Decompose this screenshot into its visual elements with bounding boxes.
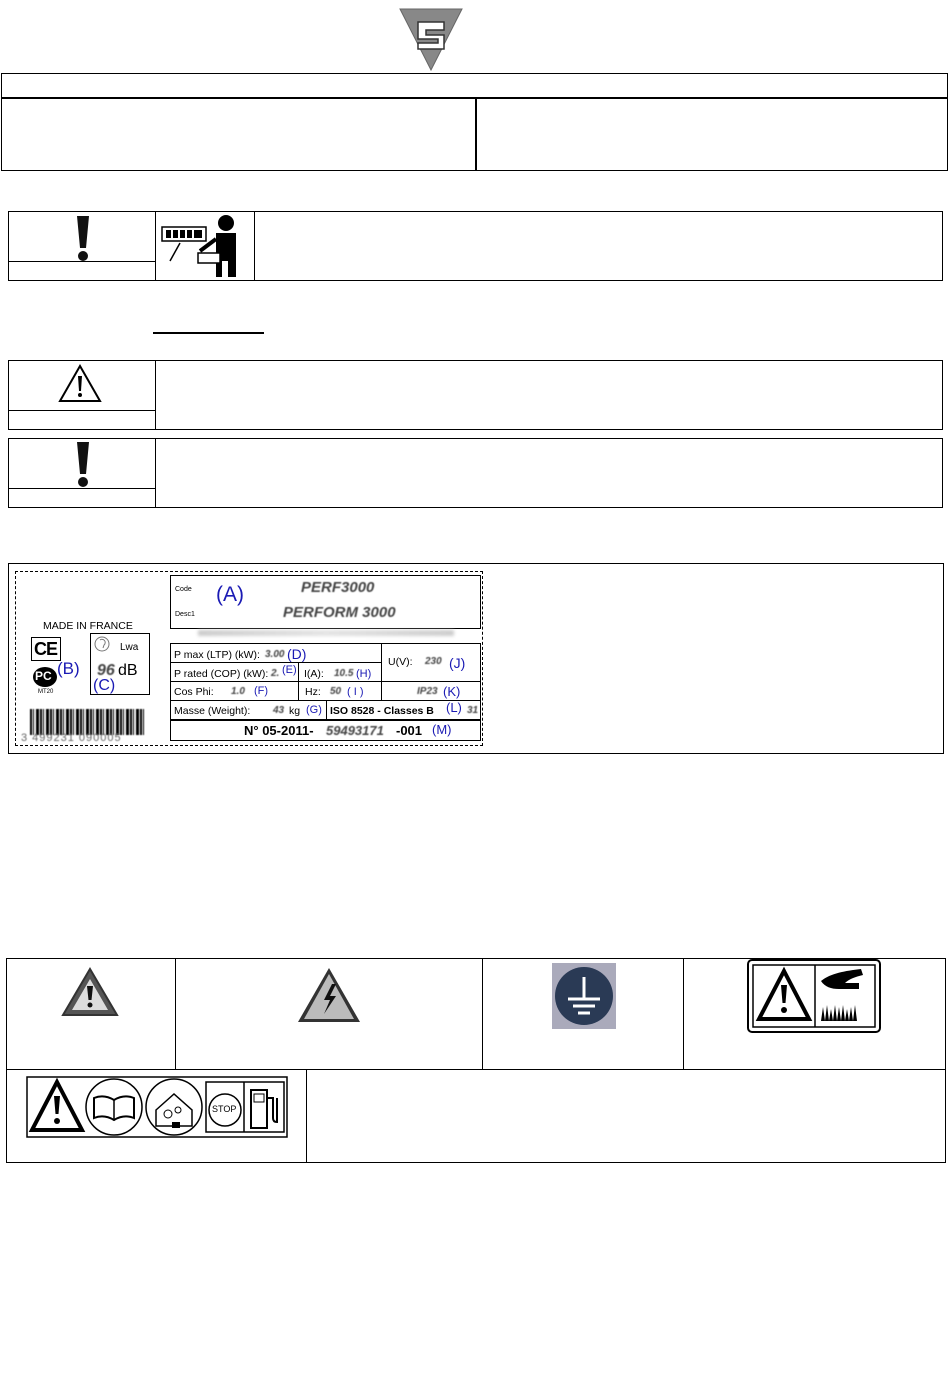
plate-marker-k: (K) (443, 684, 461, 699)
plate-col-line-3 (326, 700, 327, 720)
voltage-label: U(V): (388, 656, 413, 668)
ip-value: IP23 (417, 686, 438, 697)
hz-value: 50 (330, 686, 342, 697)
ce-mark-icon (31, 637, 61, 661)
cosphi-label: Cos Phi: (174, 686, 214, 698)
mass-label: Masse (Weight): (174, 705, 251, 717)
plate-row-line-2 (170, 681, 481, 682)
serial-mid: 59493171 (326, 723, 384, 738)
stop-icon-text: STOP (212, 1104, 237, 1114)
lwa-label: Lwa (120, 642, 139, 653)
symbols-divider-2 (482, 958, 483, 1070)
plate-marker-i: ( I ) (347, 686, 364, 698)
exclamation-icon (73, 440, 93, 488)
pmax-value: 3.00 (265, 649, 285, 660)
warning-triangle-icon (58, 364, 102, 404)
plate-marker-h: (H) (356, 668, 372, 680)
cosphi-value: 1.0 (231, 686, 245, 697)
header-column-divider (475, 97, 477, 171)
earth-ground-icon (552, 963, 616, 1029)
plate-marker-m: (M) (432, 722, 452, 737)
plate-code-value: PERF3000 (301, 579, 375, 596)
mass-value: 43 (273, 705, 285, 716)
iso-suffix: 31 (467, 705, 479, 716)
symbols-divider-4 (306, 1069, 307, 1163)
plate-marker-l: (L) (446, 700, 462, 715)
plate-col-line-2 (381, 643, 382, 700)
section-underline (153, 332, 264, 334)
plate-row-line-1 (170, 662, 381, 663)
hz-label: Hz: (305, 686, 321, 698)
current-value: 10.5 (334, 668, 354, 679)
general-warning-icon (60, 966, 120, 1018)
current-label: I(A): (304, 668, 324, 680)
plate-marker-b: (B) (57, 659, 80, 678)
voltage-value: 230 (425, 656, 442, 667)
operator-at-panel-icon (160, 213, 250, 279)
plate-marker-a: (A) (216, 583, 244, 606)
prated-label: P rated (COP) (kW): (174, 668, 269, 680)
barcode-digits: 3 499231 090005 (21, 732, 122, 744)
pmax-label: P max (LTP) (kW): (174, 649, 260, 661)
iso-label: ISO 8528 - Classes B (330, 705, 434, 717)
gost-sub-label: MT20 (38, 689, 54, 695)
lwa-value: 96 (97, 662, 115, 679)
symbols-divider-3 (683, 958, 684, 1070)
plate-blurred-address (198, 630, 454, 636)
symbols-divider-1 (175, 958, 176, 1070)
plate-desc-label: Desc1 (175, 611, 195, 618)
plate-marker-e: (E) (282, 664, 297, 676)
exclamation-icon (73, 214, 93, 262)
plate-col-line-1 (298, 662, 299, 700)
gost-mark-icon (32, 666, 58, 688)
company-logo (398, 6, 464, 72)
serial-suffix: -001 (396, 723, 423, 738)
plate-code-label: Code (175, 586, 192, 593)
warning-icon-cell-underline (8, 410, 156, 411)
plate-marker-j: (J) (449, 655, 466, 671)
plate-marker-f: (F) (254, 685, 269, 697)
mass-unit: kg (289, 705, 301, 717)
notice-icon-cell-2-underline (8, 488, 156, 489)
plate-made-in: MADE IN FRANCE (43, 620, 133, 632)
plate-desc-value: PERFORM 3000 (283, 604, 396, 621)
gost-mark-text: PC (35, 669, 52, 683)
plate-marker-d: (D) (287, 646, 307, 662)
ear-icon (94, 636, 110, 652)
safety-pictogram-strip (26, 1076, 288, 1138)
ce-mark-text: CE (34, 639, 58, 659)
lwa-unit: dB (118, 662, 138, 679)
plate-marker-g: (G) (306, 704, 322, 716)
hot-surface-warning-icon (747, 959, 881, 1033)
serial-prefix: N° 05-2011- (244, 723, 314, 738)
plate-marker-c: (C) (93, 677, 116, 694)
electrical-hazard-icon (296, 966, 362, 1024)
prated-value: 2. (271, 668, 280, 679)
